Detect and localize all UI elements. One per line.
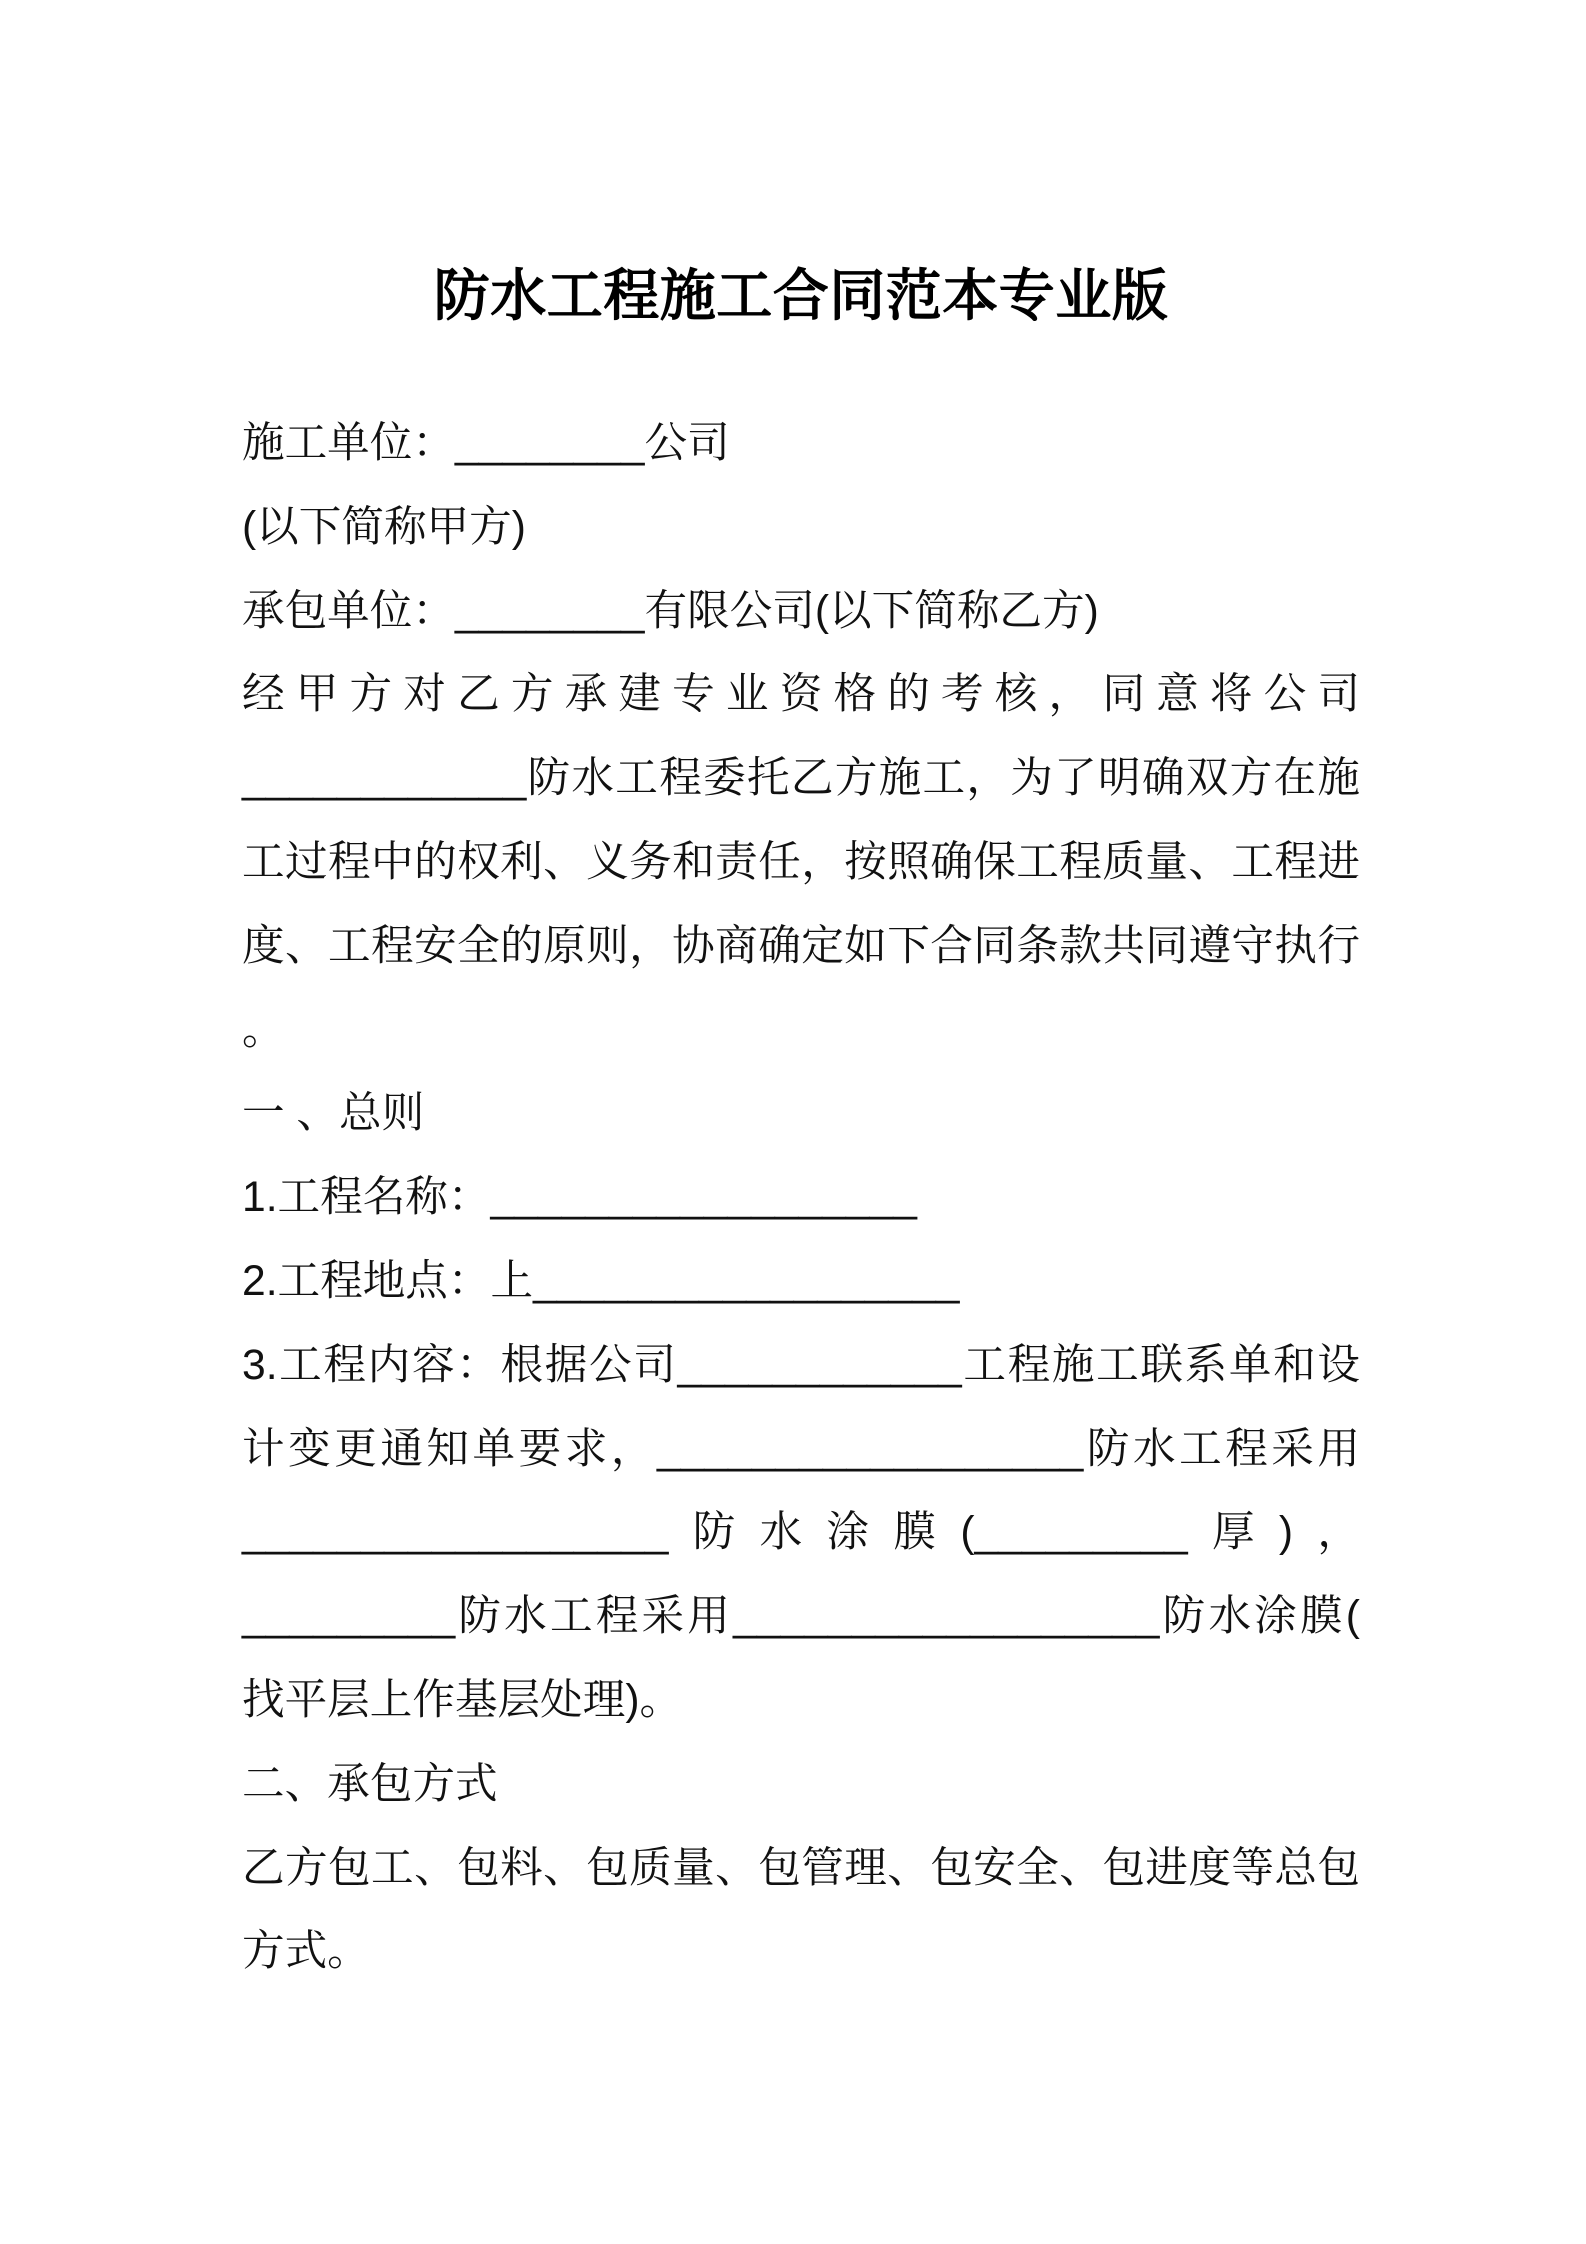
contractor-line: 施工单位：________公司	[242, 419, 730, 467]
contract-title: 防水工程施工合同范本专业版	[433, 264, 1169, 327]
project-content-line-1: 3.工程内容：根据公司____________工程施工联系单和设	[242, 1340, 1360, 1389]
section-2-heading: 二、承包方式	[242, 1759, 498, 1808]
preamble-line-5: 。	[242, 1005, 285, 1054]
preamble-line-1: 经甲方对乙方承建专业资格的考核，同意将公司	[242, 670, 1360, 719]
section-1-heading: 一 、总则	[242, 1089, 425, 1138]
project-content-line-3: __________________防水涂膜(_________厚)，	[242, 1508, 1360, 1557]
preamble-line-3: 工过程中的权利、义务和责任，按照确保工程质量、工程进	[242, 837, 1360, 886]
subcontractor-line: 承包单位：________有限公司(以下简称乙方)	[242, 586, 1099, 635]
project-content-line-2: 计变更通知单要求，__________________防水工程采用	[242, 1424, 1360, 1473]
contract-method-line-2: 方式。	[242, 1927, 370, 1976]
contract-method-line-1: 乙方包工、包料、包质量、包管理、包安全、包进度等总包	[242, 1843, 1360, 1892]
project-content-line-4: _________防水工程采用__________________防水涂膜(	[242, 1592, 1360, 1641]
project-name-item: 1.工程名称：__________________	[242, 1173, 917, 1222]
contractor-abbrev: (以下简称甲方)	[242, 502, 526, 551]
project-content-line-5: 找平层上作基层处理)。	[242, 1675, 683, 1724]
project-location-item: 2.工程地点：上__________________	[242, 1256, 960, 1305]
preamble-line-2: ____________防水工程委托乙方施工，为了明确双方在施	[242, 754, 1360, 803]
preamble-line-4: 度、工程安全的原则，协商确定如下合同条款共同遵守执行	[242, 921, 1360, 970]
contract-body	[242, 402, 1360, 1994]
